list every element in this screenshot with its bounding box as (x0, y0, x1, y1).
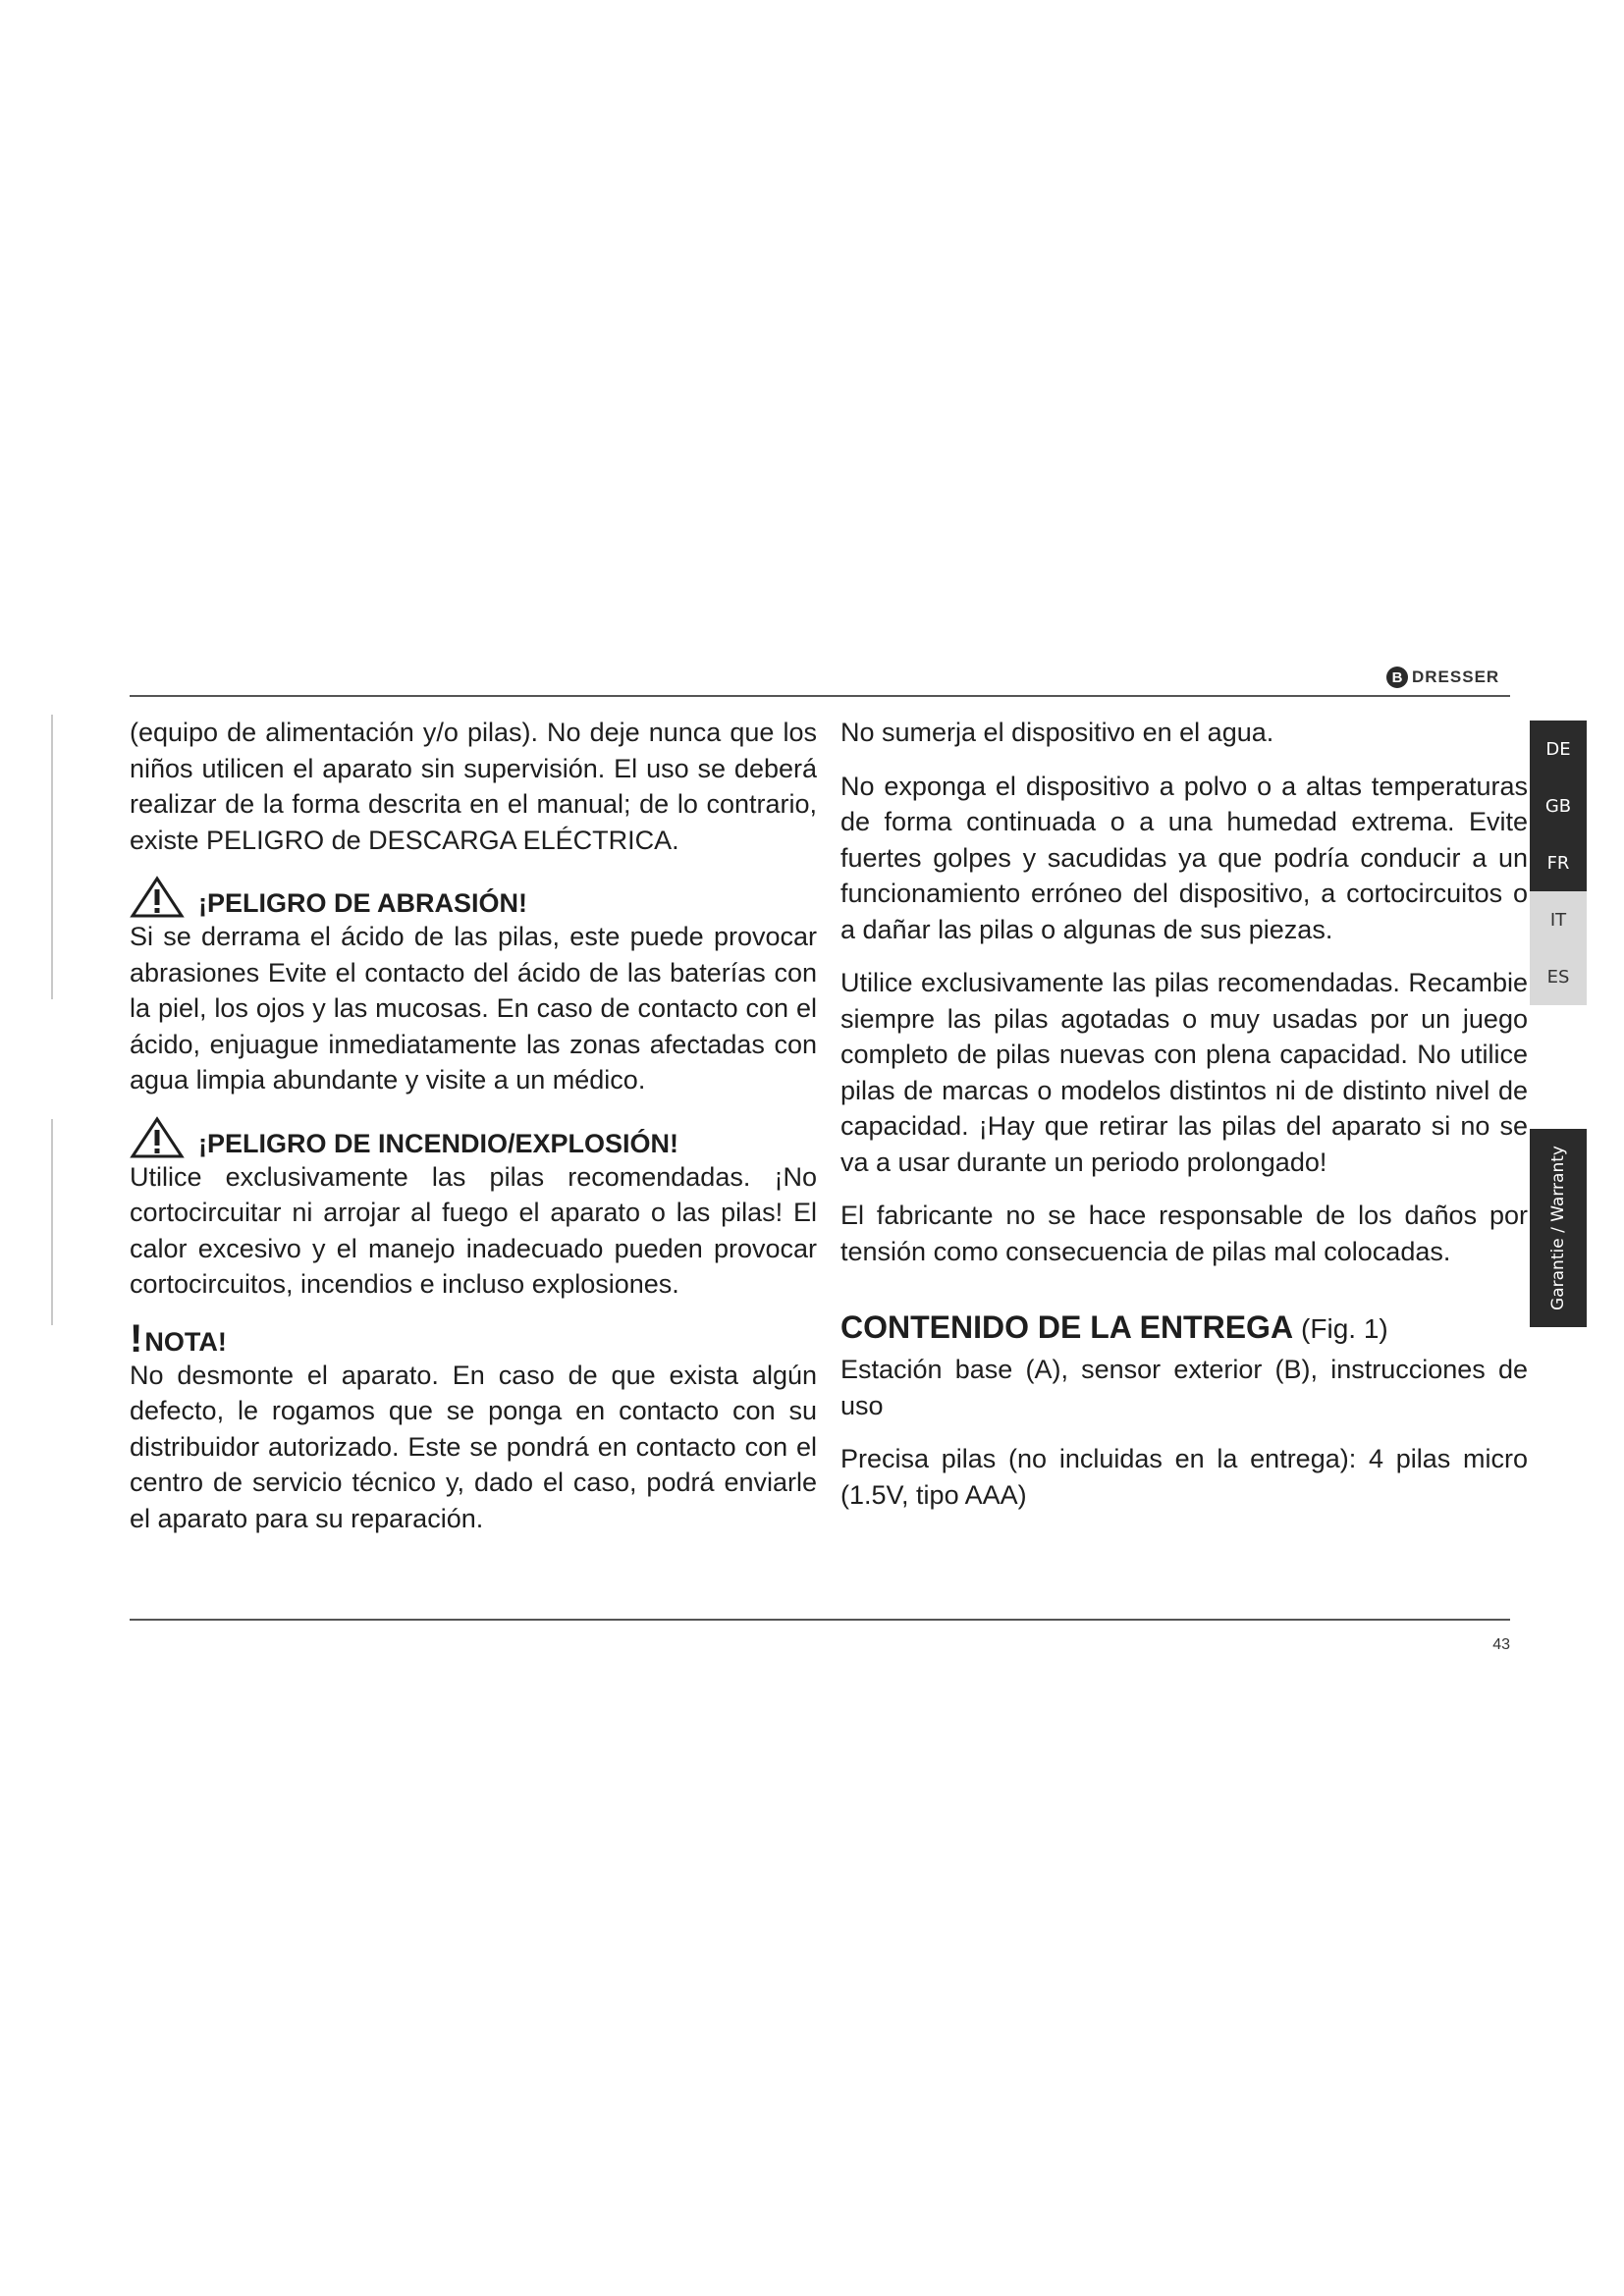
tab-es[interactable]: ES (1530, 948, 1587, 1005)
brand-logo (1386, 664, 1510, 691)
bottom-divider (130, 1619, 1510, 1621)
section-heading (840, 1308, 1528, 1348)
tab-it[interactable]: IT (1530, 891, 1587, 948)
paragraph-liability: El fabricante no se hace responsable de los daños por tensión como consecuencia de pilas mal colocadas. (840, 1201, 1528, 1266)
warning-triangle-icon (130, 1116, 185, 1159)
warning-abrasion-title: ¡PELIGRO DE ABRASIÓN! (198, 888, 528, 918)
paragraph-batteries-required: Precisa pilas (no incluidas en la entrega): 4 pilas micro (1.5V, tipo AAA) (840, 1444, 1528, 1510)
paragraph-abrasion: Si se derrama el ácido de las pilas, este puede provocar abrasiones Evite el contacto del ácido de las baterías con la piel, los ojos y las mucosas. En caso de contacto con el ácido, enjuague inmediatamente las zonas afectadas con agua limpia abundante y visite a un médico. (130, 922, 817, 1095)
warning-fire-heading (130, 1116, 817, 1159)
tab-warranty-label: Garantie / Warranty (1548, 1146, 1568, 1310)
brand-logo-icon: B (1386, 667, 1408, 688)
exclamation-icon: ! (130, 1316, 143, 1361)
note-heading (130, 1316, 817, 1361)
tab-de[interactable]: DE (1530, 721, 1587, 777)
top-divider (130, 695, 1510, 697)
paragraph-note: No desmonte el aparato. En caso de que exista algún defecto, le rogamos que se ponga en contacto con su distribuidor autorizado. Este se pondrá en contacto con el centro de servicio técnico y, dado el caso, podrá enviarle el aparato para su reparación. (130, 1360, 817, 1533)
paragraph-batteries: Utilice exclusivamente las pilas recomendadas. Recambie siempre las pilas agotadas o muy usadas por un juego completo de pilas nuevas con plena capacidad. No utilice pilas de marcas o modelos distintos ni de distinto nivel de capacidad. ¡Hay que retirar las pilas del aparato si no se va a usar durante un periodo prolongado! (840, 968, 1528, 1177)
tab-fr[interactable]: FR (1530, 834, 1587, 891)
right-column (840, 715, 1528, 1513)
tab-warranty[interactable] (1530, 1129, 1587, 1327)
paragraph-dust-heat: No exponga el dispositivo a polvo o a altas temperaturas de forma continuada o a una humedad extrema. Evite fuertes golpes y sacudidas ya que podría conducir a un funcionamiento erróneo del dispositivo, a cortocircuitos o a dañar las pilas o algunas de sus piezas. (840, 771, 1528, 944)
margin-mark-top (51, 715, 53, 999)
warning-triangle-icon (130, 876, 185, 919)
page-number: 43 (1492, 1636, 1510, 1653)
tab-gb[interactable]: GB (1530, 777, 1587, 834)
warning-abrasion-heading (130, 876, 817, 919)
paragraph-water: No sumerja el dispositivo en el agua. (840, 718, 1274, 747)
margin-mark-bottom (51, 1119, 53, 1325)
paragraph-electric-shock: (equipo de alimentación y/o pilas). No deje nunca que los niños utilicen el aparato sin supervisión. El uso se deberá realizar de la forma descrita en el manual; de lo contrario, existe PELIGRO de DESCARGA ELÉCTRICA. (130, 718, 817, 855)
left-column (130, 715, 817, 1536)
paragraph-contents: Estación base (A), sensor exterior (B), instrucciones de uso (840, 1355, 1528, 1420)
language-tabs (1530, 721, 1587, 1005)
section-figure-ref: (Fig. 1) (1301, 1313, 1388, 1344)
section-title: CONTENIDO DE LA ENTREGA (840, 1309, 1294, 1345)
warning-fire-title: ¡PELIGRO DE INCENDIO/EXPLOSIÓN! (198, 1128, 679, 1158)
note-title: NOTA! (144, 1326, 227, 1357)
paragraph-fire: Utilice exclusivamente las pilas recomendadas. ¡No cortocircuitar ni arrojar al fuego el aparato o las pilas! El calor excesivo y el manejo inadecuado pueden provocar cortocircuitos, incendios e incluso explosiones. (130, 1161, 817, 1299)
brand-logo-text: DRESSER (1412, 667, 1500, 686)
